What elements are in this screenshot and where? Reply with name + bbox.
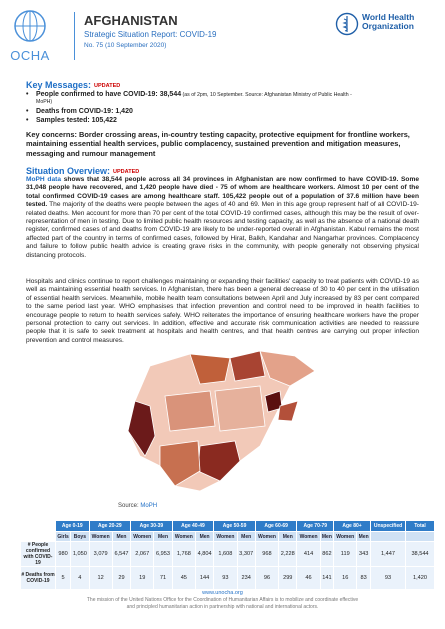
updated-badge: UPDATED (113, 168, 140, 175)
table-cell: 45 (172, 567, 195, 590)
table-subheader-cell: Men (237, 532, 255, 542)
table-subheader-cell: Women (172, 532, 195, 542)
table-header-cell: Age 70-79 (297, 521, 334, 532)
who-emblem-icon (335, 12, 359, 36)
table-subheader-cell: Women (334, 532, 357, 542)
footer-mission (0, 597, 445, 610)
table-cell: 141 (320, 567, 333, 590)
table-subheader-cell: Men (154, 532, 172, 542)
key-messages-title: Key Messages: UPDATED (26, 80, 121, 90)
table-cell: 38,544 (406, 542, 435, 567)
table-corner (21, 532, 56, 542)
page-footer (0, 590, 445, 610)
table-cell: 3,307 (237, 542, 255, 567)
situation-paragraph-2: Hospitals and clinics continue to report challenges maintaining or expanding their facilities' capacity to treat patients with COVID-19 as well as maintaining essential health services. In Afghanistan, there has been a general decrease of 30 to 40 per cent in the utilisation of essential health services. Meanwhile, mobile health team consultations between April and July increased by 83 per cent compared to the same period last year. WHO emphasises that infection prevention and control need to be improved in health facilities to encourage people to return to health services safely. WHO reiterates the importance of ensuring healthcare workers have the proper personal protection to carry out services. In addition, effective and accurate risk communication activities are needed to reassure people that it is safe to seek treatment at hospitals and health centres, and that health centres are carrying out proper infection prevention and control measures. (26, 278, 419, 344)
table-cell: 5 (56, 567, 71, 590)
report-title: Strategic Situation Report: COVID-19 (84, 30, 217, 39)
table-header-cell: Age 60-69 (255, 521, 297, 532)
table-subheader-cell: Women (131, 532, 154, 542)
afghanistan-cases-map (120, 346, 320, 496)
key-message-deaths: • Deaths from COVID-19: 1,420 (26, 107, 421, 116)
table-cell: 119 (334, 542, 357, 567)
key-concerns: Key concerns: Border crossing areas, in-country testing capacity, protective equipment for frontline workers, maintaining essential health services, public complacency, sustained prevention and mitigation measures, messaging and rumour management (26, 130, 410, 158)
table-subheader-cell: Girls (57, 533, 69, 540)
table-cell: 93 (371, 567, 406, 590)
footer-mission-line-2: and principled humanitarian action in partnership with national and international actors. (126, 603, 319, 610)
ocha-label: OCHA (10, 48, 50, 63)
table-cell: 16 (334, 567, 357, 590)
table-cell: 862 (320, 542, 333, 567)
who-name (362, 13, 414, 31)
table-header-cell: Unspecified (371, 521, 406, 532)
ocha-logo (6, 8, 54, 66)
table-row-deaths (21, 567, 435, 590)
table-subheader-row (21, 532, 435, 542)
updated-badge: UPDATED (94, 82, 121, 89)
situation-overview-title: Situation Overview: UPDATED (26, 166, 140, 176)
who-name-line-1: World Health (362, 12, 415, 22)
table-cell: 1,768 (172, 542, 195, 567)
table-header-cell: Age 20-29 (89, 521, 131, 532)
table-cell: 93 (214, 567, 237, 590)
table-cell: 234 (237, 567, 255, 590)
table-cell: 6,547 (112, 542, 130, 567)
table-cell: 12 (89, 567, 112, 590)
table-header-row (21, 521, 435, 532)
table-subheader-cell (406, 532, 435, 542)
map-source: Source: MoPH (118, 503, 158, 509)
table-header-cell: Age 50-59 (214, 521, 256, 532)
table-cell: 4,804 (195, 542, 213, 567)
table-cell: 6,953 (154, 542, 172, 567)
cases-by-age-sex-table (20, 520, 435, 590)
header-divider (74, 12, 75, 60)
table-cell: 19 (131, 567, 154, 590)
table-cell: 4 (71, 567, 89, 590)
table-cell: 3,079 (89, 542, 112, 567)
table-cell: 980 (56, 542, 71, 567)
table-subheader-cell: Women (297, 532, 320, 542)
situation-paragraph-1: MoPH data shows that 38,544 people across all 34 provinces in Afghanistan are now confirmed to have COVID-19. Some 31,048 people have recovered, and 1,420 people have died - 75 of whom are healthcare workers. Almost 10 per cent of the total confirmed COVID-19 cases are among healthcare staff. 105,422 people out of a population of 37.6 million have been tested. The majority of the deaths were people between the ages of 40 and 69. Men in this age group represent half of all COVID-19-related deaths. Men account for more than 70 per cent of the total COVID-19 confirmed cases, although this may be the result of over-representation of men in testing. Due to limited public health resources and testing capacity, as well as the absence of a national death register, confirmed cases of and deaths from COVID-19 are likely to be under-reported overall in Afghanistan. Kabul remains the most affected part of the country in terms of confirmed cases, followed by Hirat, Balkh, Kandahar and Nangarhar provinces. Complacency and failure to follow public health advice is creating grave risks in the community, with people generally not observing physical distancing protocols. (26, 176, 419, 259)
footer-url-link[interactable]: www.unocha.org (202, 590, 243, 596)
table-cell: 71 (154, 567, 172, 590)
map-source-link[interactable]: MoPH (140, 503, 158, 509)
report-header (0, 0, 445, 70)
table-subheader-cell: Men (195, 532, 213, 542)
table-subheader-cell: Women (214, 532, 237, 542)
who-name-line-2: Organization (362, 21, 414, 31)
report-number: No. 75 (10 September 2020) (84, 42, 167, 49)
table-cell: 1,447 (371, 542, 406, 567)
row-label: # Deaths from COVID-19 (21, 567, 56, 590)
key-message-samples: • Samples tested: 105,422 (26, 116, 421, 125)
table-cell: 83 (357, 567, 371, 590)
table-subheader-cell: Men (112, 532, 130, 542)
table-header-cell: Age 80+ (334, 521, 371, 532)
table-cell: 1,050 (71, 542, 89, 567)
table-cell: 414 (297, 542, 320, 567)
table-cell: 2,067 (131, 542, 154, 567)
table-cell: 299 (279, 567, 297, 590)
table-subheader-cell (371, 532, 406, 542)
table-header-cell: Age 30-39 (131, 521, 173, 532)
table-corner (21, 521, 56, 532)
table-subheader-cell: Men (279, 532, 297, 542)
table-cell: 144 (195, 567, 213, 590)
table-cell: 1,608 (214, 542, 237, 567)
table-cell: 46 (297, 567, 320, 590)
row-label: # People confirmed with COVID-19 (21, 542, 56, 567)
table-subheader-cell: Boys (71, 532, 89, 542)
table-header-cell: Total (406, 521, 435, 532)
country-title: AFGHANISTAN (84, 13, 178, 28)
key-message-confirmed: • People confirmed to have COVID-19: 38,544 (as of 2pm, 10 September. Source: Afghanistan Ministry of Public Health - (26, 90, 421, 100)
table-row-confirmed (21, 542, 435, 567)
table-cell: 343 (357, 542, 371, 567)
table-subheader-cell: Women (255, 532, 278, 542)
table-cell: 1,420 (406, 567, 435, 590)
table-subheader-cell: Men (358, 533, 369, 540)
table-subheader-cell: Women (89, 532, 112, 542)
ocha-emblem-icon (6, 8, 54, 48)
table-subheader-cell: Men (321, 533, 332, 540)
table-header-cell: Age 40-49 (172, 521, 214, 532)
footer-mission-line-1: The mission of the United Nations Office for the Coordination of Humanitarian Affairs is to mobilize and coordinate effective (86, 597, 359, 603)
table-cell: 968 (255, 542, 278, 567)
table-header-cell: Age 0-19 (56, 521, 90, 532)
key-messages-list (26, 90, 421, 125)
table-cell: 29 (112, 567, 130, 590)
table-cell: 96 (255, 567, 278, 590)
key-message-source: MoPH) (36, 99, 53, 105)
moph-data-link[interactable]: MoPH data (26, 176, 61, 183)
table-cell: 2,228 (279, 542, 297, 567)
